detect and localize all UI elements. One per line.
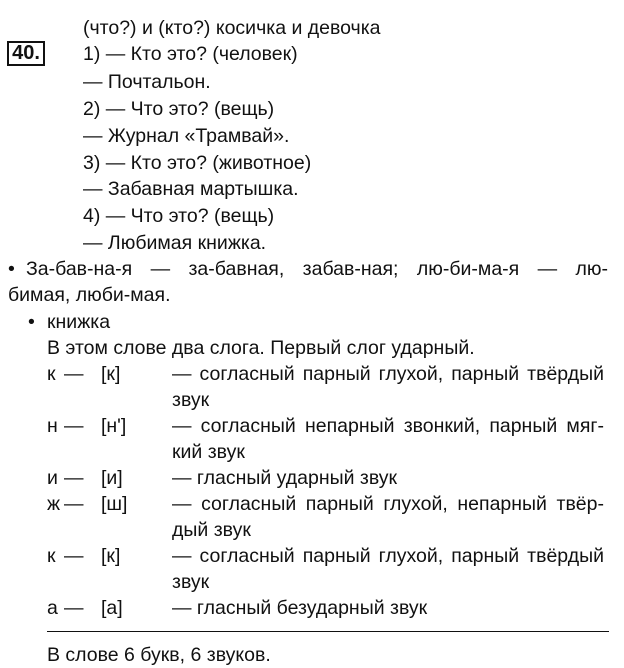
dialog-line-7: 4) — Что это? (вещь): [83, 205, 275, 227]
phonetic-dash: —: [64, 415, 84, 437]
phonetic-row: [0, 491, 624, 517]
phonetic-description: — гласный безударный звук: [172, 597, 428, 619]
phonetic-description: — гласный ударный звук: [172, 467, 398, 489]
phonetic-letter: к: [47, 545, 56, 567]
phonetic-description-continued: кий звук: [172, 441, 245, 463]
phonetic-sound: [н']: [101, 415, 127, 437]
phonetic-sound: [и]: [101, 467, 123, 489]
phonetic-letter: н: [47, 415, 58, 437]
phonetic-row: [0, 413, 624, 439]
previous-answer-line: (что?) и (кто?) косичка и девочка: [83, 17, 381, 39]
phonetic-dash: —: [64, 545, 84, 567]
phonetic-letter: ж: [47, 493, 61, 515]
phonetic-sound: [а]: [101, 597, 123, 619]
phonetic-row: [0, 361, 624, 387]
dialog-line-3: 2) — Что это? (вещь): [83, 98, 275, 120]
hyphenation-line-1: За-бав-на-я — за-бавная, забав-ная; лю-би-ма-я — лю-: [26, 258, 608, 280]
phonetic-row: [0, 465, 624, 491]
analysis-word: книжка: [47, 311, 111, 333]
phonetic-dash: —: [64, 597, 84, 619]
bullet-icon: •: [28, 311, 35, 333]
hyphenation-line-2: бимая, люби-мая.: [8, 284, 171, 306]
phonetic-description-continued: звук: [172, 389, 210, 411]
phonetic-dash: —: [64, 467, 84, 489]
phonetic-row: [0, 543, 624, 569]
exercise-number: 40.: [7, 41, 45, 66]
dialog-line-2: — Почтальон.: [83, 71, 211, 93]
divider-line: [47, 631, 609, 632]
phonetic-description: — согласный парный глухой, парный твёрдый: [172, 545, 604, 567]
bullet-icon: •: [8, 258, 15, 280]
dialog-line-5: 3) — Кто это? (животное): [83, 152, 312, 174]
phonetic-letter: к: [47, 363, 56, 385]
dialog-line-6: — Забавная мартышка.: [83, 178, 299, 200]
dialog-line-4: — Журнал «Трамвай».: [83, 125, 290, 147]
phonetic-dash: —: [64, 493, 84, 515]
phonetic-letter: и: [47, 467, 58, 489]
analysis-summary: В слове 6 букв, 6 звуков.: [47, 644, 271, 666]
dialog-line-8: — Любимая книжка.: [83, 232, 267, 254]
phonetic-description-continued: дый звук: [172, 519, 251, 541]
dialog-line-1: 1) — Кто это? (человек): [83, 43, 298, 65]
phonetic-description: — согласный непарный звонкий, парный мяг-: [172, 415, 604, 437]
phonetic-row: [0, 595, 624, 621]
phonetic-description: — согласный парный глухой, парный твёрдый: [172, 363, 604, 385]
phonetic-description-continued: звук: [172, 571, 210, 593]
phonetic-dash: —: [64, 363, 84, 385]
phonetic-description: — согласный парный глухой, непарный твёр-: [172, 493, 604, 515]
analysis-intro: В этом слове два слога. Первый слог ударный.: [47, 337, 475, 359]
phonetic-sound: [к]: [101, 545, 121, 567]
phonetic-sound: [ш]: [101, 493, 128, 515]
phonetic-letter: а: [47, 597, 58, 619]
phonetic-sound: [к]: [101, 363, 121, 385]
